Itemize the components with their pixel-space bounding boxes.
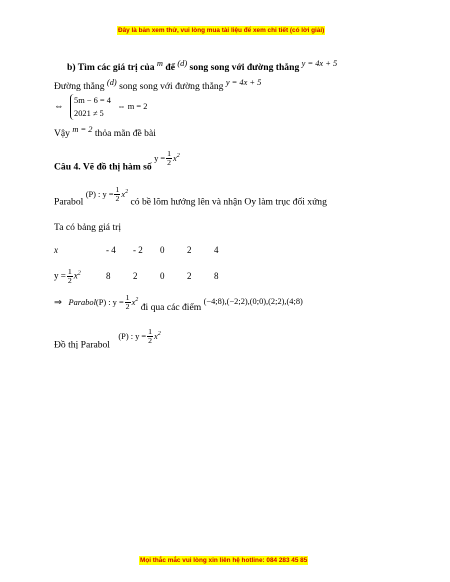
parabol-description xyxy=(54,185,327,208)
conclusion-text-1: Vậy xyxy=(54,128,70,140)
table-row xyxy=(54,238,241,261)
line-equation: y = 4x + 5 xyxy=(301,59,338,68)
heading-text-1: Tìm các giá trị của xyxy=(77,62,155,74)
heading-text-2: để xyxy=(165,62,175,74)
parabol-equation: (P) : y = $\frac{1}{2}$ $x^2$ xyxy=(85,185,129,204)
graph-equation: (P) : y = $\frac{1}{2}$ $x^2$ xyxy=(118,327,161,346)
y-header: y = $\frac{1}{2}$ $x^2$ xyxy=(54,266,81,285)
parabol-label: Parabol xyxy=(54,196,84,208)
x-value: 2 xyxy=(187,244,192,255)
table-intro: Ta có bảng giá trị xyxy=(54,222,121,233)
y-value: 8 xyxy=(106,271,111,281)
question4-function: y = $\frac{1}{2}$ $x^2$ xyxy=(154,149,180,168)
part-b-label: b) xyxy=(67,62,76,74)
equation-system-row xyxy=(54,94,147,120)
y-value: 2 xyxy=(187,271,192,281)
question4-title-text: Câu 4. Vẽ đồ thị hàm số xyxy=(54,161,152,173)
heading-text-3: song song với đường thẳng xyxy=(189,62,300,74)
table-row xyxy=(54,261,241,291)
question4-title xyxy=(54,149,180,173)
line2-text: Đường thẳng xyxy=(54,81,105,93)
equation-system xyxy=(70,94,111,120)
line2-equation: y = 4x + 5 xyxy=(225,78,262,87)
conclusion-text-2: thỏa mãn đề bài xyxy=(94,128,156,140)
system-eq-2: 2021 ≠ 5 xyxy=(74,109,104,118)
line-d: (d) xyxy=(177,59,188,68)
value-table xyxy=(54,238,241,291)
var-m: m xyxy=(156,59,163,68)
passes-text: đi qua các điểm xyxy=(140,301,202,313)
x-value: - 2 xyxy=(133,244,143,255)
y-value: 8 xyxy=(214,271,219,281)
equiv-symbol: ⇔ xyxy=(54,101,64,112)
hotline-banner: Mọi thắc mắc vui lòng xin liên hệ hotline: 084 283 45 85 xyxy=(140,557,308,564)
system-result: ⇔ m = 2 xyxy=(117,102,148,111)
graph-label: Đồ thị Parabol xyxy=(54,339,110,351)
line2-d: (d) xyxy=(106,78,117,87)
conclusion-eq: m = 2 xyxy=(72,125,93,134)
x-value: 0 xyxy=(160,244,165,255)
parabol-points-equation: Parabol(P) : y = $\frac{1}{2}$ $x^2$ xyxy=(68,293,139,312)
parabol-desc: có bề lõm hướng lên và nhận Oy làm trục đối xứng xyxy=(130,196,327,208)
x-value: 4 xyxy=(214,244,219,255)
points-list: (−4;8),(−2;2),(0;0),(2;2),(4;8) xyxy=(203,296,303,306)
x-header: x xyxy=(54,244,58,255)
preview-banner: Đây là bản xem thử, vui lòng mua tài liệu để xem chi tiết (có lời giải) xyxy=(118,27,325,34)
y-value: 0 xyxy=(160,271,165,281)
line2-mid: song song với đường thẳng xyxy=(119,81,224,93)
system-eq-1: 5m − 6 = 4 xyxy=(74,96,111,105)
y-value: 2 xyxy=(133,271,138,281)
x-value: - 4 xyxy=(106,244,116,255)
parallel-line-statement xyxy=(54,77,261,93)
parabol-points-statement xyxy=(54,294,303,311)
implies-symbol: ⇒ xyxy=(54,296,63,308)
graph-label-row xyxy=(54,327,161,351)
conclusion xyxy=(54,124,156,140)
part-b-heading xyxy=(67,58,337,74)
